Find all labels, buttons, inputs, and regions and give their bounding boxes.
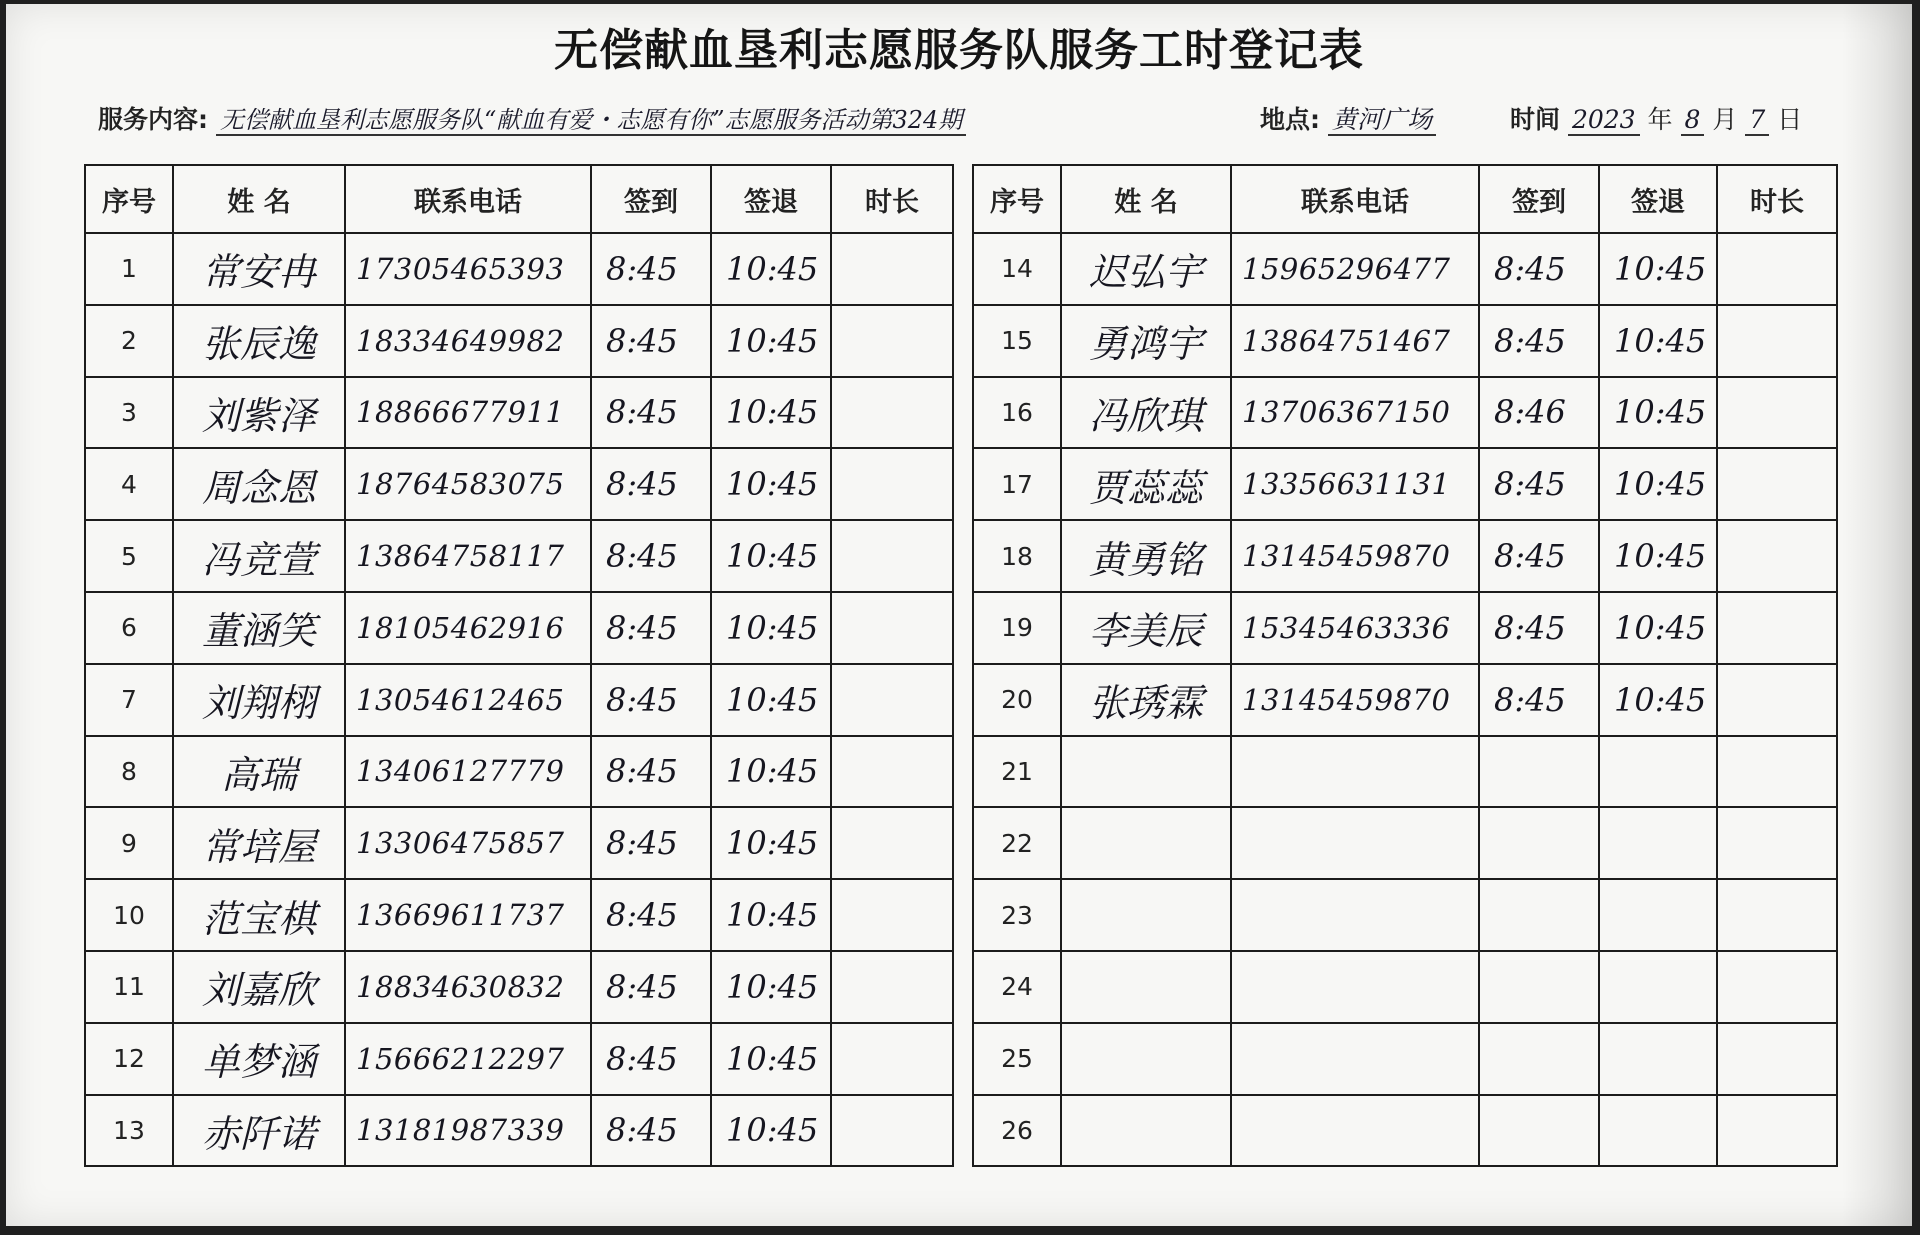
row-index: 4 [85,448,173,520]
row-phone: 13054612465 [345,664,591,736]
row-name: 刘翔栩 [173,664,345,736]
row-phone: 18834630832 [345,951,591,1023]
row-phone: 18866677911 [345,377,591,449]
table-row [85,807,953,879]
date-day-unit: 日 [1777,105,1803,134]
header-phone: 联系电话 [345,165,591,233]
row-sign-out [1599,951,1717,1023]
row-duration [831,736,953,808]
date-year: 2023 [1568,105,1640,136]
row-name [1061,879,1231,951]
row-name: 勇鸿宇 [1061,305,1231,377]
table-row [973,592,1837,664]
header-sign-out: 签退 [711,165,831,233]
row-sign-in: 8:45 [1479,664,1599,736]
row-duration [1717,233,1837,305]
table-row [973,448,1837,520]
row-sign-out: 10:45 [711,592,831,664]
row-name: 刘嘉欣 [173,951,345,1023]
date-row [1510,100,1802,136]
paper-sheet [6,4,1912,1226]
row-duration [831,448,953,520]
row-sign-in: 8:45 [591,448,711,520]
location-value: 黄河广场 [1328,105,1436,136]
row-name: 张辰逸 [173,305,345,377]
row-sign-in: 8:45 [591,951,711,1023]
row-sign-in [1479,951,1599,1023]
header-name: 姓 名 [173,165,345,233]
row-phone: 13406127779 [345,736,591,808]
row-sign-out [1599,807,1717,879]
header-name: 姓 名 [1061,165,1231,233]
row-sign-out: 10:45 [1599,664,1717,736]
row-sign-in: 8:45 [591,1023,711,1095]
row-index: 9 [85,807,173,879]
row-sign-in: 8:45 [591,879,711,951]
row-phone: 17305465393 [345,233,591,305]
row-sign-in: 8:45 [1479,233,1599,305]
row-duration [831,592,953,664]
table-row [85,377,953,449]
row-sign-in: 8:45 [591,377,711,449]
date-month: 8 [1681,105,1705,136]
row-sign-out: 10:45 [1599,592,1717,664]
row-duration [1717,807,1837,879]
row-index: 19 [973,592,1061,664]
table-row [85,1095,953,1167]
table-row [85,1023,953,1095]
location-label: 地点: [1260,105,1320,134]
row-index: 13 [85,1095,173,1167]
row-phone: 13669611737 [345,879,591,951]
table-row [85,233,953,305]
row-duration [831,1095,953,1167]
row-sign-in [1479,879,1599,951]
row-sign-in: 8:45 [1479,520,1599,592]
row-sign-in: 8:45 [591,233,711,305]
row-duration [831,1023,953,1095]
service-content-row [98,100,966,136]
row-phone: 13145459870 [1231,520,1479,592]
service-content-label: 服务内容: [98,105,208,134]
row-name: 范宝棋 [173,879,345,951]
row-sign-out: 10:45 [1599,305,1717,377]
row-name [1061,951,1231,1023]
row-name: 黄勇铭 [1061,520,1231,592]
row-name: 常安冉 [173,233,345,305]
row-sign-out: 10:45 [711,520,831,592]
row-index: 15 [973,305,1061,377]
table-row [973,951,1837,1023]
table-row [85,664,953,736]
row-sign-in [1479,807,1599,879]
date-month-unit: 月 [1712,105,1738,134]
row-sign-out: 10:45 [711,807,831,879]
header-sign-out: 签退 [1599,165,1717,233]
row-sign-in: 8:45 [1479,448,1599,520]
row-index: 7 [85,664,173,736]
row-sign-out: 10:45 [711,233,831,305]
header-index: 序号 [85,165,173,233]
row-sign-out: 10:45 [711,305,831,377]
left-register-table [84,164,954,1167]
row-phone: 15666212297 [345,1023,591,1095]
row-duration [831,951,953,1023]
row-phone: 18334649982 [345,305,591,377]
row-duration [1717,736,1837,808]
row-sign-out: 10:45 [1599,377,1717,449]
row-phone [1231,951,1479,1023]
row-index: 12 [85,1023,173,1095]
row-sign-in [1479,1095,1599,1167]
row-name: 冯欣琪 [1061,377,1231,449]
row-sign-out: 10:45 [711,736,831,808]
row-sign-in: 8:45 [591,736,711,808]
table-header-row [85,165,953,233]
row-duration [1717,664,1837,736]
row-phone: 13145459870 [1231,664,1479,736]
header-duration: 时长 [831,165,953,233]
service-content-value: 无偿献血垦利志愿服务队“献血有爱・志愿有你”志愿服务活动第324期 [216,106,966,136]
row-name [1061,1023,1231,1095]
row-duration [831,233,953,305]
row-sign-out [1599,1023,1717,1095]
row-duration [1717,1023,1837,1095]
row-index: 17 [973,448,1061,520]
table-row [85,736,953,808]
row-name [1061,807,1231,879]
row-sign-out: 10:45 [1599,448,1717,520]
row-name: 张琇霖 [1061,664,1231,736]
row-name: 周念恩 [173,448,345,520]
row-phone [1231,879,1479,951]
row-sign-in: 8:45 [591,520,711,592]
row-index: 14 [973,233,1061,305]
row-phone: 13864751467 [1231,305,1479,377]
row-sign-out [1599,1095,1717,1167]
row-sign-out: 10:45 [711,377,831,449]
row-sign-out: 10:45 [1599,233,1717,305]
row-sign-in: 8:45 [591,807,711,879]
row-index: 6 [85,592,173,664]
row-sign-out [1599,736,1717,808]
table-row [973,377,1837,449]
row-sign-in: 8:45 [591,1095,711,1167]
row-duration [1717,520,1837,592]
row-sign-in: 8:45 [1479,305,1599,377]
row-duration [1717,951,1837,1023]
table-row [973,736,1837,808]
table-row [973,1095,1837,1167]
date-label: 时间 [1510,105,1561,134]
row-sign-in: 8:45 [591,305,711,377]
right-register-table [972,164,1838,1167]
row-duration [1717,377,1837,449]
header-sign-in: 签到 [1479,165,1599,233]
row-duration [831,879,953,951]
row-duration [1717,1095,1837,1167]
row-duration [831,520,953,592]
table-row [85,448,953,520]
row-name [1061,736,1231,808]
row-phone: 15965296477 [1231,233,1479,305]
row-duration [831,305,953,377]
row-name: 贾蕊蕊 [1061,448,1231,520]
row-duration [1717,592,1837,664]
row-duration [831,664,953,736]
row-name: 冯竞萱 [173,520,345,592]
row-phone [1231,1095,1479,1167]
row-name: 董涵笑 [173,592,345,664]
row-sign-in: 8:46 [1479,377,1599,449]
table-row [973,807,1837,879]
table-row [973,664,1837,736]
row-name [1061,1095,1231,1167]
row-sign-out: 10:45 [1599,520,1717,592]
row-sign-in: 8:45 [591,664,711,736]
row-index: 2 [85,305,173,377]
table-row [85,879,953,951]
row-index: 20 [973,664,1061,736]
row-index: 21 [973,736,1061,808]
page-title: 无偿献血垦利志愿服务队服务工时登记表 [554,25,1364,76]
row-duration [831,377,953,449]
row-phone: 13181987339 [345,1095,591,1167]
row-phone: 13306475857 [345,807,591,879]
row-index: 10 [85,879,173,951]
row-name: 赤阡诺 [173,1095,345,1167]
row-duration [1717,305,1837,377]
row-index: 18 [973,520,1061,592]
table-row [973,1023,1837,1095]
row-index: 24 [973,951,1061,1023]
row-phone [1231,807,1479,879]
row-sign-in [1479,1023,1599,1095]
row-index: 26 [973,1095,1061,1167]
row-index: 23 [973,879,1061,951]
row-index: 3 [85,377,173,449]
header-index: 序号 [973,165,1061,233]
table-row [973,305,1837,377]
row-index: 11 [85,951,173,1023]
row-index: 1 [85,233,173,305]
row-duration [1717,448,1837,520]
table-header-row [973,165,1837,233]
row-phone: 18105462916 [345,592,591,664]
row-phone: 13864758117 [345,520,591,592]
table-row [85,305,953,377]
row-name: 刘紫泽 [173,377,345,449]
row-name: 单梦涵 [173,1023,345,1095]
row-sign-out: 10:45 [711,1023,831,1095]
row-phone [1231,736,1479,808]
table-row [85,951,953,1023]
row-name: 高瑞 [173,736,345,808]
date-day: 7 [1745,105,1769,136]
row-sign-in: 8:45 [591,592,711,664]
row-sign-out [1599,879,1717,951]
row-name: 常培屋 [173,807,345,879]
table-row [973,879,1837,951]
row-index: 16 [973,377,1061,449]
row-sign-out: 10:45 [711,1095,831,1167]
table-row [973,233,1837,305]
row-name: 迟弘宇 [1061,233,1231,305]
row-phone: 18764583075 [345,448,591,520]
date-year-unit: 年 [1647,105,1673,134]
row-sign-out: 10:45 [711,448,831,520]
row-phone: 15345463336 [1231,592,1479,664]
row-index: 22 [973,807,1061,879]
header-phone: 联系电话 [1231,165,1479,233]
row-sign-in: 8:45 [1479,592,1599,664]
row-name: 李美辰 [1061,592,1231,664]
row-phone: 13706367150 [1231,377,1479,449]
row-sign-in [1479,736,1599,808]
row-phone: 13356631131 [1231,448,1479,520]
location-row [1260,100,1436,136]
row-phone [1231,1023,1479,1095]
table-row [973,520,1837,592]
table-row [85,520,953,592]
row-duration [831,807,953,879]
paper-shadow [1842,4,1912,1226]
row-sign-out: 10:45 [711,664,831,736]
row-index: 5 [85,520,173,592]
row-index: 25 [973,1023,1061,1095]
table-row [85,592,953,664]
row-duration [1717,879,1837,951]
row-sign-out: 10:45 [711,951,831,1023]
row-sign-out: 10:45 [711,879,831,951]
row-index: 8 [85,736,173,808]
header-duration: 时长 [1717,165,1837,233]
header-sign-in: 签到 [591,165,711,233]
